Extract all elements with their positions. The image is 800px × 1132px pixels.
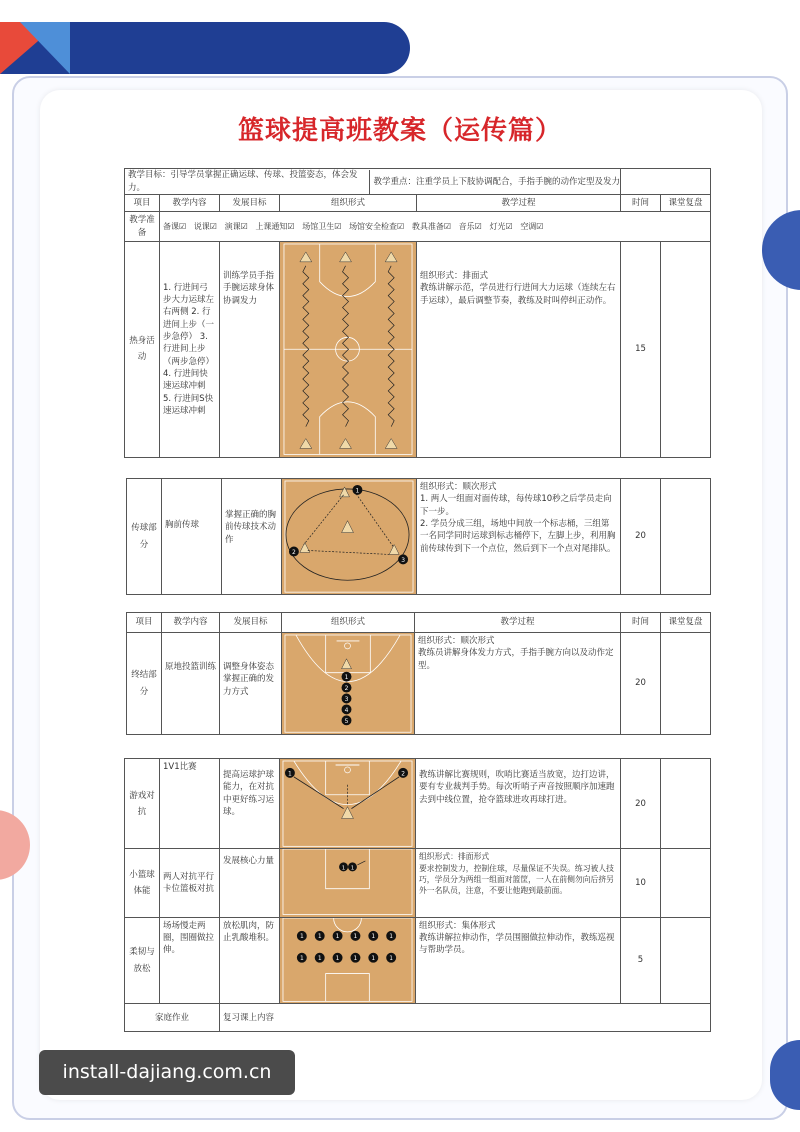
cone-icon bbox=[300, 543, 310, 553]
core-goal: 发展核心力量 bbox=[220, 849, 280, 918]
prep-item: 演课☑ bbox=[224, 221, 248, 231]
player-number: 1 bbox=[299, 932, 304, 940]
player-number: 1 bbox=[299, 954, 304, 962]
warmup-review bbox=[661, 241, 711, 457]
cone-icon bbox=[300, 439, 312, 449]
player-number: 1 bbox=[389, 954, 394, 962]
header-goal: 发展目标 bbox=[220, 613, 282, 633]
warmup-court-diagram bbox=[280, 241, 417, 457]
header-review: 课堂复盘 bbox=[661, 613, 711, 633]
game-process: 教练讲解比赛规则，吹哨比赛适当放宽，边打边讲，要有专业裁判手势。每次听哨子声音按照顺序加速跑去到中线位置，抢夺篮球进攻再球打进。 bbox=[416, 759, 621, 849]
cone-icon bbox=[389, 545, 399, 555]
teaching-objective: 教学目标：引导学员掌握正确运球、传球、投篮姿态，体会发力。 bbox=[128, 170, 358, 193]
core-review bbox=[661, 849, 711, 918]
stretch-label: 柔韧与放松 bbox=[125, 917, 160, 1003]
warmup-time: 15 bbox=[621, 241, 661, 457]
pass-time: 20 bbox=[621, 479, 661, 595]
header-item: 项目 bbox=[127, 613, 162, 633]
header-item: 项目 bbox=[125, 195, 160, 212]
core-content: 两人对抗平行卡位篮板对抗 bbox=[160, 849, 220, 918]
player-number: 1 bbox=[355, 487, 360, 495]
core-time: 10 bbox=[621, 849, 661, 918]
lesson-table-final bbox=[126, 612, 711, 735]
final-content: 原地投篮训练 bbox=[162, 633, 220, 735]
player-number: 1 bbox=[335, 932, 340, 940]
final-review bbox=[661, 633, 711, 735]
header-review: 课堂复盘 bbox=[661, 195, 711, 212]
game-goal: 提高运球护球能力，在对抗中更好练习运球。 bbox=[220, 759, 280, 849]
pass-court-svg bbox=[282, 479, 416, 594]
player-number: 1 bbox=[371, 932, 376, 940]
final-goal: 调整身体姿态掌握正确的发力方式 bbox=[220, 633, 282, 735]
cone-icon bbox=[340, 487, 350, 497]
player-number: 4 bbox=[344, 706, 349, 714]
player-number: 1 bbox=[371, 954, 376, 962]
header-time: 时间 bbox=[621, 195, 661, 212]
player-number: 3 bbox=[344, 695, 349, 703]
prep-item: 音乐☑ bbox=[458, 221, 482, 231]
final-time: 20 bbox=[621, 633, 661, 735]
game-content: 1V1比赛 bbox=[160, 759, 220, 849]
final-court-svg bbox=[282, 633, 414, 734]
homework-value: 复习课上内容 bbox=[220, 1004, 711, 1032]
prep-item: 教具准备☑ bbox=[411, 221, 452, 231]
warmup-process: 组织形式：排面式 教练讲解示范，学员进行行进间大力运球（连续左右手运球），最后调整节奏，教练及时叫停纠正动作。 bbox=[417, 241, 621, 457]
prep-item: 场馆卫生☑ bbox=[302, 221, 342, 231]
header-org: 组织形式 bbox=[282, 613, 415, 633]
header-time: 时间 bbox=[621, 613, 661, 633]
header-goal: 发展目标 bbox=[220, 195, 280, 212]
game-label: 游戏对抗 bbox=[125, 759, 160, 849]
stretch-content: 场场慢走两圈，围圈做拉伸。 bbox=[160, 917, 220, 1003]
warmup-content: 1. 行进间弓步大力运球左右两侧 2. 行进间上步（一步急停） 3. 行进间上步（两步急停） 4. 行进间快速运球冲刺 5. 行进间S快速运球冲刺 bbox=[160, 241, 220, 457]
pass-review bbox=[661, 479, 711, 595]
player-number: 1 bbox=[317, 954, 322, 962]
cone-icon bbox=[340, 252, 352, 262]
warmup-goal: 训练学员手指手腕运球身体协调发力 bbox=[220, 241, 280, 457]
player-number: 1 bbox=[353, 954, 358, 962]
player-number: 1 bbox=[389, 932, 394, 940]
player-number: 1 bbox=[288, 770, 292, 778]
stretch-process: 组织形式：集体形式 教练讲解拉伸动作，学员围圈做拉伸动作，教练巡视与帮助学员。 bbox=[416, 917, 621, 1003]
stretch-court-svg bbox=[280, 918, 415, 1003]
objective-cell bbox=[125, 169, 621, 195]
lesson-table-pass bbox=[126, 478, 711, 595]
player-number: 1 bbox=[341, 865, 346, 872]
player-number: 2 bbox=[292, 548, 296, 556]
header-process: 教学过程 bbox=[417, 195, 621, 212]
player-number: 1 bbox=[350, 865, 355, 872]
player-number: 3 bbox=[401, 556, 405, 564]
player-number: 2 bbox=[401, 770, 405, 778]
warmup-court-svg bbox=[280, 242, 416, 456]
core-process: 组织形式：排面形式 要求控制发力，控制住球，尽量保证不失误。练习被人技巧，学员分为两组一组面对篮筐，一人在前侧勿向后挤另外一名队员，注意，不要让他跑到最前面。 bbox=[416, 849, 621, 918]
page-title: 篮球提高班教案（运传篇） bbox=[237, 116, 562, 146]
stretch-review bbox=[661, 917, 711, 1003]
core-label: 小篮球体能 bbox=[125, 849, 160, 918]
player-number: 1 bbox=[353, 932, 358, 940]
lesson-table-game bbox=[124, 758, 711, 1032]
stretch-row-back bbox=[297, 953, 396, 963]
prep-item: 备课☑ bbox=[163, 221, 187, 231]
prep-label: 教学准备 bbox=[125, 212, 160, 242]
prep-item: 灯光☑ bbox=[489, 221, 513, 231]
core-court-svg bbox=[280, 849, 415, 917]
prep-item: 说课☑ bbox=[193, 221, 217, 231]
pass-court-diagram bbox=[282, 479, 417, 595]
lesson-table-warmup bbox=[124, 168, 711, 458]
stretch-time: 5 bbox=[621, 917, 661, 1003]
banner-accent-blue bbox=[20, 22, 70, 74]
watermark-text: install-dajiang.com.cn bbox=[39, 1050, 295, 1095]
player-number: 1 bbox=[335, 954, 340, 962]
pass-content: 胸前传球 bbox=[162, 479, 222, 595]
stretch-row-front bbox=[297, 931, 396, 941]
game-review bbox=[661, 759, 711, 849]
prep-item: 上课通知☑ bbox=[255, 221, 295, 231]
game-time: 20 bbox=[621, 759, 661, 849]
final-court-diagram bbox=[282, 633, 415, 735]
player-number: 1 bbox=[344, 674, 349, 682]
cone-icon bbox=[342, 521, 354, 533]
final-process: 组织形式：顺次形式 教练员讲解身体发力方式，手指手腕方向以及动作定型。 bbox=[415, 633, 621, 735]
prep-checklist bbox=[160, 212, 711, 242]
game-court-svg bbox=[280, 759, 415, 848]
header-org: 组织形式 bbox=[280, 195, 417, 212]
homework-label: 家庭作业 bbox=[125, 1004, 220, 1032]
player-number: 2 bbox=[344, 685, 349, 693]
cone-icon bbox=[340, 439, 352, 449]
header-process: 教学过程 bbox=[415, 613, 621, 633]
pass-goal: 掌握正确的胸前传球技术动作 bbox=[222, 479, 282, 595]
header-content: 教学内容 bbox=[160, 195, 220, 212]
pass-process: 组织形式：顺次形式 1. 两人一组面对面传球，每传球10秒之后学员走向下一步。 2. 学员分成三组，场地中间放一个标志桶，三组第一名同学同时运球到标志桶停下，左脚上步，利用胸前传球传到下一个点位，然后到下一个点对尾排队。 bbox=[417, 479, 621, 595]
cone-icon bbox=[342, 659, 352, 669]
player-number: 5 bbox=[344, 717, 349, 725]
final-label: 终结部分 bbox=[127, 633, 162, 735]
core-court-diagram bbox=[280, 849, 416, 918]
prep-item: 场馆安全检查☑ bbox=[349, 221, 405, 231]
cone-icon bbox=[385, 252, 397, 262]
prep-item: 空调☑ bbox=[520, 221, 544, 231]
stretch-goal: 放松肌肉，防止乳酸堆积。 bbox=[220, 917, 280, 1003]
header-banner bbox=[0, 22, 410, 74]
game-court-diagram bbox=[280, 759, 416, 849]
player-number: 1 bbox=[317, 932, 322, 940]
cone-icon bbox=[300, 252, 312, 262]
teaching-key-point: 教学重点：注重学员上下肢协调配合，手指手腕的动作定型及发力 bbox=[369, 170, 620, 194]
stretch-court-diagram bbox=[280, 917, 416, 1003]
warmup-label: 热身活动 bbox=[125, 241, 160, 457]
pass-label: 传球部分 bbox=[127, 479, 162, 595]
cone-icon bbox=[385, 439, 397, 449]
header-content: 教学内容 bbox=[162, 613, 220, 633]
